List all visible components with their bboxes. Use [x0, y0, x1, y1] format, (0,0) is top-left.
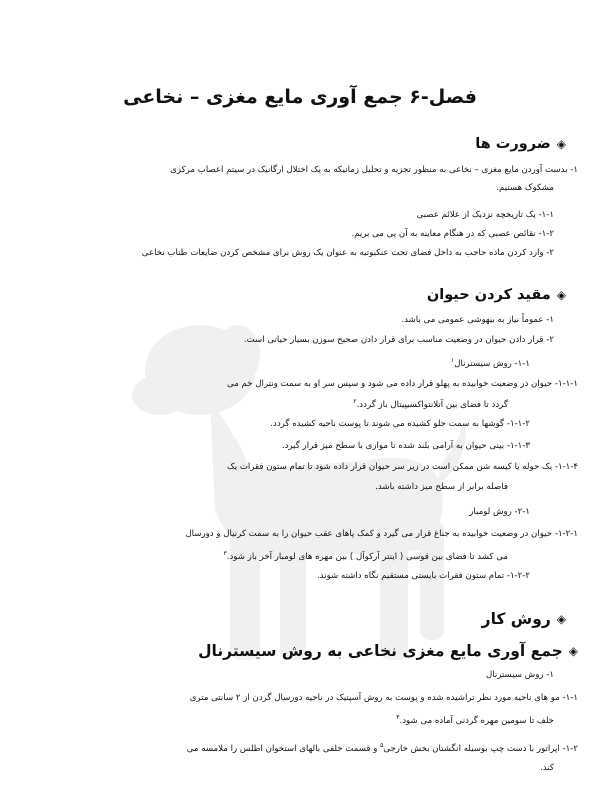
- footnote-mark: ۳: [223, 550, 227, 557]
- text-span: ۱-۱- روش سیسترنال: [454, 358, 530, 369]
- text-span: گردد تا فضای بین آتلانتواکسیپیتال باز گردد.: [356, 399, 508, 410]
- section-heading-necessity: [475, 136, 566, 152]
- footnote-mark: ۱: [451, 357, 455, 364]
- text-line: ۲- قرار دادن حیوان در وضعیت مناسب برای قرار دادن صحیح سوزن بسیار حیاتی است.: [243, 335, 554, 345]
- text-span: خلف تا سومین مهره گردنی آماده می شود.: [399, 715, 554, 726]
- text-line: [353, 396, 508, 411]
- text-line: ۱-۱- مو های ناحیه مورد نظر تراشیده شده و پوست به روش آسپتیک در ناحیه دورسال گردن از ۲ سانتی متری: [189, 693, 578, 703]
- text-line: ۱-۱-۴- یک حوله یا کیسه شن ممکن است در زیر سر حیوان قرار داده شود تا تمام ستون فقرات یک: [227, 462, 578, 472]
- text-line: ۱-۱-۲- گوشها به سمت جلو کشیده می شوند تا پوست ناحیه کشیده گردد.: [270, 419, 530, 429]
- text-line: ۱-۲- نقائص عصبی که در هنگام معاینه به آن پی می بریم.: [351, 229, 554, 239]
- text-line: ۱-۱-۳- بینی حیوان به آرامی بلند شده تا موازی با سطح میز قرار گیرد.: [281, 441, 530, 451]
- text-line: ۱- عموماً نیاز به بیهوشی عمومی می باشد.: [401, 315, 554, 325]
- text-line: ۱- بدست آوردن مایع مغزی – نخاعی به منظور تجزیه و تحلیل زمانیکه به یک اختلال ارگانیک در سیتم اعصاب مرکزی: [170, 165, 578, 175]
- text-line: ۲-۱- روش لومبار: [469, 507, 530, 517]
- footnote-mark: ۲: [353, 398, 357, 405]
- text-line: فاصله برابر از سطح میز داشته باشد.: [375, 482, 508, 492]
- section-heading-cisternal: [198, 642, 578, 660]
- text-span: ۱-۲- اپراتور با دست چپ بوسیله انگشتان بخش خارجی: [383, 743, 578, 754]
- text-line: [451, 355, 530, 370]
- chapter-title: فصل-۶ جمع آوری مایع مغزی – نخاعی: [123, 86, 477, 108]
- text-span: و قسمت خلفی بالهای استخوان اطلس را ملامسه می: [186, 743, 381, 754]
- text-span: می کشد تا فضای بین قوسی ( اینتر آرکوآل ) بین مهره های لومبار آخر باز شود.: [226, 551, 508, 562]
- text-line: [224, 548, 508, 563]
- text-line: ۱- روش سیسترنال: [485, 670, 554, 680]
- footnote-mark: ۵: [380, 742, 384, 749]
- section-heading-text: جمع آوری مایع مغزی نخاعی به روش سیسترنال: [198, 642, 563, 660]
- diamond-bullet-icon: ◈: [556, 288, 566, 302]
- section-heading-text: مقید کردن حیوان: [426, 287, 551, 303]
- text-line: مشکوک هستیم.: [496, 183, 554, 193]
- text-line: [396, 712, 554, 727]
- text-line: [16, 740, 578, 755]
- text-line: کند.: [540, 763, 554, 773]
- diamond-bullet-icon: ◈: [556, 612, 566, 626]
- section-heading-text: ضرورت ها: [475, 136, 551, 152]
- text-line: ۱-۲-۱- حیوان در وضعیت خوابیده به جناغ قرار می گیرد و کمک پاهای عقب حیوان را به سمت کرنیال و دورسال: [185, 529, 578, 539]
- section-heading-method: [482, 610, 566, 628]
- section-heading-restraint: [427, 287, 566, 303]
- diamond-bullet-icon: ◈: [556, 137, 566, 151]
- text-line: ۲- وارد کردن ماده حاجب به داخل فضای تحت عنکبوتیه به عنوان یک روش برای مشخص کردن ضایعات طناب نخاعی: [141, 248, 554, 258]
- text-line: ۱-۲-۲- تمام ستون فقرات بایستی مستقیم نگاه داشته شوند.: [316, 571, 530, 581]
- text-line: ۱-۱-۱- حیوان در وضعیت خوابیده به پهلو قرار داده می شود و سپس سر او به سمت ونترال خم می: [227, 379, 578, 389]
- text-line: ۱-۱- یک تاریخچه نزدیک از علائم عصبی: [416, 210, 554, 220]
- footnote-mark: ۴: [396, 714, 400, 721]
- diamond-bullet-icon: ◈: [568, 644, 578, 658]
- section-heading-text: روش کار: [481, 610, 551, 628]
